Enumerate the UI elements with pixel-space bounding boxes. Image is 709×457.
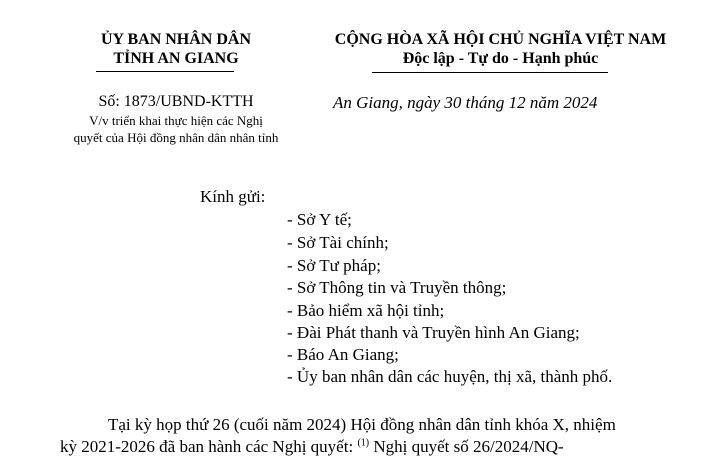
document-subject-line2: quyết của Hội đồng nhân dân nhân tỉnh	[73, 130, 279, 145]
footnote-marker: (1)	[357, 437, 370, 449]
recipient-item: - Đài Phát thanh và Truyền hình An Giang;	[287, 323, 580, 342]
recipient-item: - Sở Thông tin và Truyền thông;	[287, 278, 507, 297]
recipients-label: Kính gửi:	[200, 187, 266, 206]
recipient-item: - Sở Tư pháp;	[287, 256, 381, 275]
body-line-1: Tại kỳ họp thứ 26 (cuối năm 2024) Hội đồng nhân dân tỉnh khóa X, nhiệm	[108, 415, 616, 434]
place-and-date: An Giang, ngày 30 tháng 12 năm 2024	[333, 93, 598, 112]
recipient-item: - Báo An Giang;	[287, 345, 399, 364]
issuing-agency: ỦY BAN NHÂN DÂN	[100, 31, 252, 48]
recipient-item: - Bảo hiểm xã hội tỉnh;	[287, 301, 445, 320]
document-number: Số: 1873/UBND-KTTH	[98, 93, 254, 110]
body-line-2-suffix: Nghị quyết số 26/2024/NQ-	[369, 437, 564, 456]
document-subject-line1: V/v triển khai thực hiện các Nghị	[89, 113, 263, 128]
national-motto: Độc lập - Tự do - Hạnh phúc	[402, 50, 599, 67]
national-title: CỘNG HÒA XÃ HỘI CHỦ NGHĨA VIỆT NAM	[334, 31, 667, 48]
agency-underline	[96, 71, 234, 72]
recipient-item: - Sở Tài chính;	[287, 233, 389, 252]
motto-underline	[372, 72, 608, 73]
recipient-item: - Ủy ban nhân dân các huyện, thị xã, thành phố.	[287, 367, 613, 386]
body-line-2-prefix: kỳ 2021-2026 đã ban hành các Nghị quyết:	[60, 437, 358, 456]
issuing-province: TỈNH AN GIANG	[113, 50, 239, 67]
body-line-2	[60, 437, 564, 457]
recipient-item: - Sở Y tế;	[287, 210, 352, 229]
